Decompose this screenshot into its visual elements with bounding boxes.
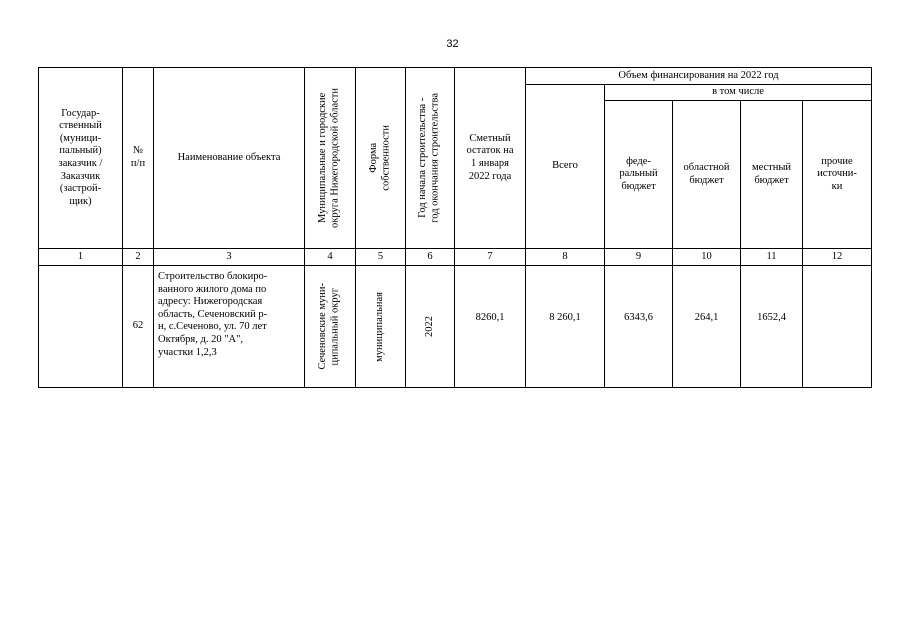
- header-number: № п/п: [123, 68, 154, 249]
- column-number: 12: [803, 249, 872, 266]
- column-number: 6: [406, 249, 455, 266]
- row-regional: 264,1: [673, 266, 741, 388]
- column-number: 5: [356, 249, 406, 266]
- row-other: [803, 266, 872, 388]
- row-local: 1652,4: [741, 266, 803, 388]
- row-federal: 6343,6: [605, 266, 673, 388]
- column-number: 10: [673, 249, 741, 266]
- header-funding-volume: Объем финансирования на 2022 год: [526, 68, 872, 85]
- header-other: прочие источни- ки: [803, 101, 872, 249]
- header-construction-years: Год начала строительства - год окончания строительства: [406, 68, 455, 249]
- table-row: [39, 266, 872, 388]
- column-number: 3: [154, 249, 305, 266]
- financing-table: [38, 67, 872, 388]
- column-number: 4: [305, 249, 356, 266]
- header-ownership: Форма собственности: [356, 68, 406, 249]
- row-ownership: муниципальная: [356, 266, 406, 388]
- row-construction-years: 2022: [406, 266, 455, 388]
- row-object-name: Строительство блокиро- ванного жилого дома по адресу: Нижегородская область, Сеченовский р- н, с.Сеченово, ул. 70 лет Октября, д. 20 "А", участки 1,2,3: [154, 266, 305, 388]
- column-number: 2: [123, 249, 154, 266]
- page-number: 32: [446, 38, 459, 50]
- row-customer: [39, 266, 123, 388]
- header-municipality: Муниципальные и городские округа Нижегородской области: [305, 68, 356, 249]
- row-number: 62: [123, 266, 154, 388]
- header-local: местный бюджет: [741, 101, 803, 249]
- header-object-name: Наименование объекта: [154, 68, 305, 249]
- column-number: 11: [741, 249, 803, 266]
- column-numbers-row: [39, 249, 872, 266]
- column-number: 1: [39, 249, 123, 266]
- row-total: 8 260,1: [526, 266, 605, 388]
- header-federal: феде- ральный бюджет: [605, 101, 673, 249]
- header-regional: областной бюджет: [673, 101, 741, 249]
- column-number: 7: [455, 249, 526, 266]
- header-customer: Государ- ственный (муници- пальный) заказчик / Заказчик (застрой- щик): [39, 68, 123, 249]
- header-estimated-balance: Сметный остаток на 1 января 2022 года: [455, 68, 526, 249]
- row-municipality: Сеченовские муни- ципальный округ: [305, 266, 356, 388]
- column-number: 9: [605, 249, 673, 266]
- row-estimated-balance: 8260,1: [455, 266, 526, 388]
- header-total: Всего: [526, 85, 605, 249]
- column-number: 8: [526, 249, 605, 266]
- header-including: в том числе: [605, 85, 872, 101]
